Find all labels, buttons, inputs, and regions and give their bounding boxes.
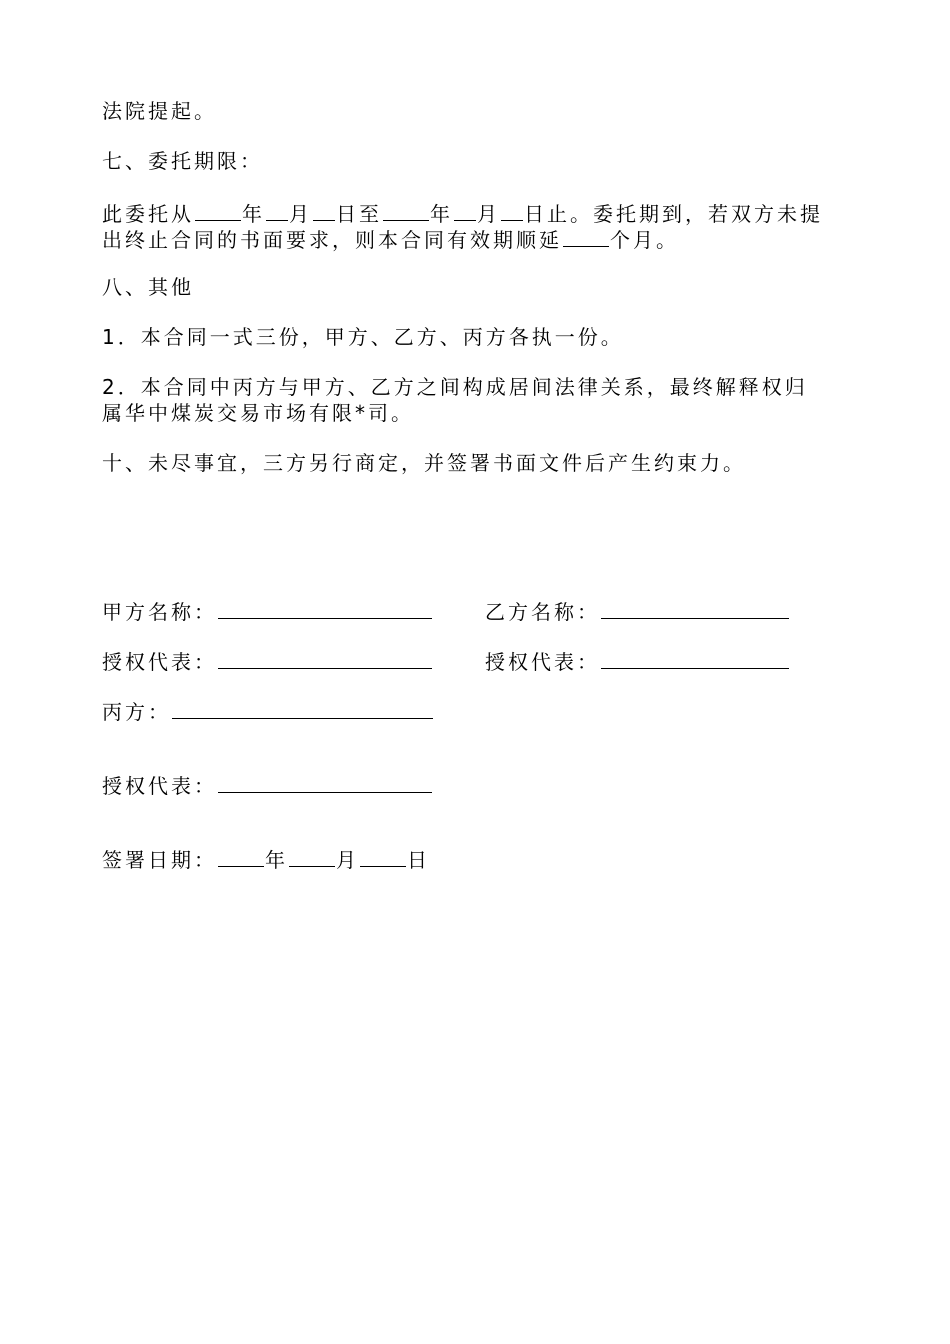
blank-month-1 xyxy=(266,200,288,221)
item-10: 十、未尽事宜，三方另行商定，并签署书面文件后产生约束力。 xyxy=(102,451,746,475)
term-line2-text: 出终止合同的书面要求，则本合同有效期顺延 xyxy=(102,228,562,252)
term-prefix: 此委托从 xyxy=(102,202,194,226)
party-c-row xyxy=(102,698,434,725)
blank-months xyxy=(563,226,609,247)
blank-year-2 xyxy=(383,200,429,221)
sign-date-row xyxy=(102,846,430,873)
sign-month-label: 月 xyxy=(336,848,359,872)
term-year-2: 年 xyxy=(430,202,453,226)
term-day-to: 日至 xyxy=(336,202,382,226)
term-tail: 日止。委托期到，若双方未提 xyxy=(524,202,823,226)
term-line2-tail: 个月。 xyxy=(610,228,679,252)
blank-day-2 xyxy=(501,200,523,221)
auth-rep-c-field[interactable] xyxy=(218,772,432,793)
auth-rep-b-row xyxy=(485,648,790,675)
sign-date-label: 签署日期： xyxy=(102,848,217,872)
blank-month-2 xyxy=(454,200,476,221)
auth-rep-a-label: 授权代表： xyxy=(102,650,217,674)
sign-year-label: 年 xyxy=(265,848,288,872)
auth-rep-a-field[interactable] xyxy=(218,648,432,669)
item-2-line-1: 2．本合同中丙方与甲方、乙方之间构成居间法律关系，最终解释权归 xyxy=(102,375,808,399)
blank-year-1 xyxy=(195,200,241,221)
party-c-field[interactable] xyxy=(172,698,433,719)
sign-month-field[interactable] xyxy=(289,846,335,867)
party-b-name-field[interactable] xyxy=(601,598,789,619)
party-a-name-field[interactable] xyxy=(218,598,432,619)
party-a-name-label: 甲方名称： xyxy=(102,600,217,624)
term-month-1: 月 xyxy=(289,202,312,226)
auth-rep-c-label: 授权代表： xyxy=(102,774,217,798)
heading-other: 八、其他 xyxy=(102,275,194,299)
party-c-label: 丙方： xyxy=(102,700,171,724)
item-2-line-2: 属华中煤炭交易市场有限*司。 xyxy=(102,401,414,425)
sign-year-field[interactable] xyxy=(218,846,264,867)
sign-day-label: 日 xyxy=(407,848,430,872)
party-b-name-row xyxy=(485,598,790,625)
paragraph-court: 法院提起。 xyxy=(102,99,217,123)
sign-day-field[interactable] xyxy=(360,846,406,867)
term-line-2 xyxy=(102,226,679,253)
term-line-1 xyxy=(102,200,823,227)
auth-rep-b-label: 授权代表： xyxy=(485,650,600,674)
term-year-1: 年 xyxy=(242,202,265,226)
auth-rep-c-row xyxy=(102,772,433,799)
item-1: 1．本合同一式三份，甲方、乙方、丙方各执一份。 xyxy=(102,325,624,349)
blank-day-1 xyxy=(313,200,335,221)
heading-term: 七、委托期限： xyxy=(102,149,263,173)
party-b-name-label: 乙方名称： xyxy=(485,600,600,624)
term-month-2: 月 xyxy=(477,202,500,226)
auth-rep-a-row xyxy=(102,648,433,675)
party-a-name-row xyxy=(102,598,433,625)
auth-rep-b-field[interactable] xyxy=(601,648,789,669)
